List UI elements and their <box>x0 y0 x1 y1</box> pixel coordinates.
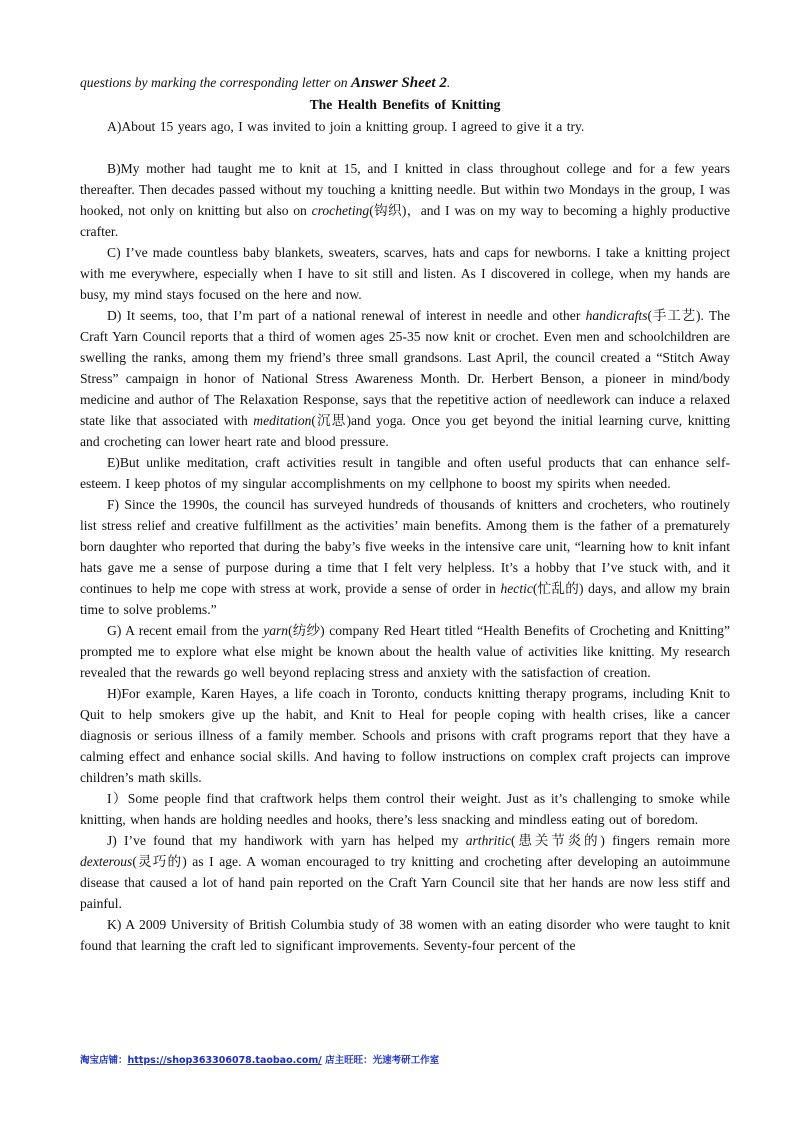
paragraph-text: (纺纱) company Red Heart titled “Health Benefits of Crocheting and Knitting” prompted me to explore what else might be known about the health value of activities like knitting. My research revealed that the rewards go well beyond replacing stress and anxiety with the satisfaction of creation. <box>80 623 730 680</box>
paragraph-text: E)But unlike meditation, craft activities result in tangible and often useful products that can enhance self-esteem. I keep photos of my singular accomplishments on my cellphone to boost my spirits when needed. <box>80 455 730 491</box>
instruction-text: questions by marking the corresponding letter on <box>80 75 348 90</box>
instruction-line <box>80 73 730 93</box>
instruction-end: . <box>446 75 451 90</box>
paragraph-d <box>80 305 730 452</box>
paragraph-text: (手工艺). The Craft Yarn Council reports that a third of women ages 25-35 now knit or crochet. Even men and schoolchildren are swelling the ranks, among them my friend’s three small grandsons. Last April, the council created a “Stitch Away Stress” campaign in honor of National Stress Awareness Month. Dr. Herbert Benson, a pioneer in mind/body medicine and author of The Relaxation Response, says that the repetitive action of needlework can induce a relaxed state like that associated with <box>80 308 730 428</box>
paragraph-j <box>80 830 730 914</box>
italic-term: yarn <box>263 623 289 638</box>
footer <box>80 1052 730 1066</box>
paragraph-text: G) A recent email from the <box>107 623 264 638</box>
paragraph-k <box>80 914 730 956</box>
paragraph-text: J) I’ve found that my handiwork with yarn has helped my <box>107 833 466 848</box>
paragraph-text: F) Since the 1990s, the council has surveyed hundreds of thousands of knitters and crocheters, who routinely list stress relief and creative fulfillment as the activities’ main benefits. Among them is the father of a prematurely born daughter who reported that during the baby’s five weeks in the intensive care unit, “learning how to knit infant hats gave me a sense of purpose during a time that I felt very helpless. It’s a hobby that I’ve stuck with, and it continues to help me cope with stress at work, provide a sense of order in <box>80 497 730 596</box>
footer-shop-label: 淘宝店铺： <box>80 1055 128 1066</box>
paragraph-text: I）Some people find that craftwork helps them control their weight. Just as it’s challenging to smoke while knitting, when hands are holding needles and hooks, there’s less snacking and mindless eating out of boredom. <box>80 791 730 827</box>
paragraph-a <box>80 116 730 137</box>
italic-term: hectic <box>500 581 533 596</box>
paragraph-text: A)About 15 years ago, I was invited to join a knitting group. I agreed to give it a try. <box>107 119 585 134</box>
footer-shop-link[interactable]: https://shop363306078.taobao.com/ <box>127 1055 322 1066</box>
paragraph-text: B)My mother had taught me to knit at 15, and I knitted in class throughout college and for a few years thereafter. Then decades passed without my touching a knitting needle. But within two Mondays in the group, I was hooked, not only on knitting but also on <box>80 161 730 218</box>
paragraph-text: H)For example, Karen Hayes, a life coach in Toronto, conducts knitting therapy programs, including Knit to Quit to help smokers give up the habit, and Knit to Heal for people coping with health crises, like a cancer diagnosis or serious illness of a family member. Schools and prisons with craft programs report that they have a calming effect and enhance social skills. And having to follow instructions on complex craft projects can improve children’s math skills. <box>80 686 730 785</box>
paragraph-text: D) It seems, too, that I’m part of a national renewal of interest in needle and other <box>107 308 586 323</box>
italic-term: arthritic <box>465 833 512 848</box>
article-body <box>80 116 730 956</box>
paragraph-b <box>80 158 730 242</box>
paragraph-i <box>80 788 730 830</box>
paragraph-e <box>80 452 730 494</box>
paragraph-text: C) I’ve made countless baby blankets, sweaters, scarves, hats and caps for newborns. I take a knitting project with me everywhere, especially when I have to sit still and listen. As I discovered in college, when my hands are busy, my mind stays focused on the here and now. <box>80 245 730 302</box>
paragraph-h <box>80 683 730 788</box>
italic-term: handicrafts <box>585 308 648 323</box>
paragraph-c <box>80 242 730 305</box>
paragraph-g <box>80 620 730 683</box>
answer-sheet-label: Answer Sheet 2 <box>350 75 447 91</box>
paragraph-text: (灵巧的) as I age. A woman encouraged to try knitting and crocheting after developing an autoimmune disease that caused a lot of hand pain reported on the Craft Yarn Council site that her hands are now less stiff and painful. <box>80 854 730 911</box>
paragraph-text: (忙乱的) days, and allow my brain time to solve problems.” <box>80 581 730 617</box>
footer-owner: 店主旺旺：光速考研工作室 <box>321 1055 440 1066</box>
italic-term: dexterous <box>80 854 133 869</box>
paragraph-text: (钩织)，and I was on my way to becoming a highly productive crafter. <box>80 203 730 239</box>
paragraph-text: K) A 2009 University of British Columbia study of 38 women with an eating disorder who were taught to knit found that learning the craft led to significant improvements. Seventy-four percent of the <box>80 917 730 953</box>
paragraph-f <box>80 494 730 620</box>
paragraph-text: (患关节炎的) fingers remain more <box>511 833 730 848</box>
italic-term: meditation <box>253 413 312 428</box>
paragraph-text: (沉思)and yoga. Once you get beyond the initial learning curve, knitting and crocheting can lower heart rate and blood pressure. <box>80 413 730 449</box>
article-title: The Health Benefits of Knitting <box>309 97 501 112</box>
italic-term: crocheting <box>311 203 370 218</box>
